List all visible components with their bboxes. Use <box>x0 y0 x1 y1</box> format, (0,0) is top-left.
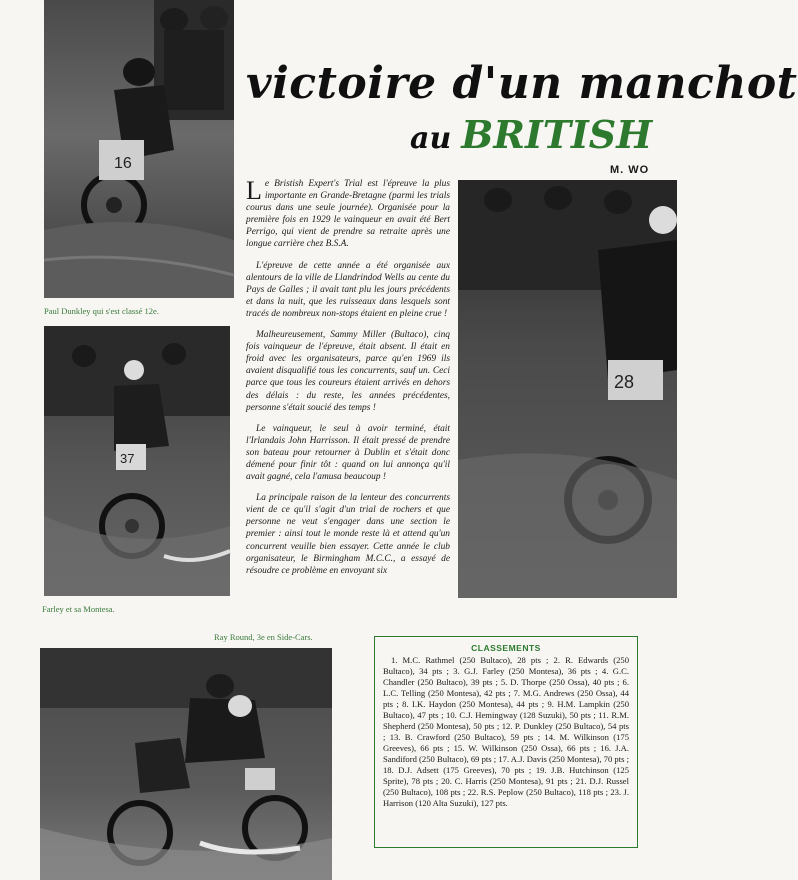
byline: M. WO <box>610 164 650 176</box>
classements-text: 1. M.C. Rathmel (250 Bultaco), 28 pts ; 2. R. Edwards (250 Bultaco), 34 pts ; 3. G.J. Farley (250 Montesa), 36 pts ; 4. G.C. Chandler (250 Bultaco), 39 pts ; 5. D. Thorpe (250 Ossa), 40 pts ; 6. L.C. Telling (250 Montesa), 42 pts ; 7. M.G. Andrews (250 Ossa), 44 pts ; 8. I.K. Haydon (250 Montesa), 44 pts ; 9. H.M. Lampkin (250 Bultaco), 47 pts ; 10. C.J. Hemingway (128 Suzuki), 50 pts ; 11. R.M. Shepherd (250 Montesa), 50 pts ; 12. P. Dunkley (250 Bultaco), 54 pts ; 13. B. Crawford (250 Bultaco), 59 pts ; 14. M. Wilkinson (175 Greeves), 66 pts ; 15. W. Wilkinson (250 Ossa), 66 pts ; 16. J.A. Sandiford (250 Bultaco), 69 pts ; 17. A.J. Davis (250 Montesa), 70 pts ; 18. D.J. Adsett (175 Greeves), 70 pts ; 19. J.B. Hutchinson (125 Sprite), 78 pts ; 20. C. Harris (250 Montesa), 91 pts ; 21. D.J. Russel (250 Bultaco), 108 pts ; 22. R.S. Peplow (250 Bultaco), 118 pts ; 23. J. Harrison (120 Alta Suzuki), 127 pts. <box>383 655 629 808</box>
caption-round: Ray Round, 3e en Side-Cars. <box>214 632 313 642</box>
photo-round <box>40 648 332 880</box>
headline-au: au <box>410 121 452 156</box>
photo-winner <box>458 180 677 598</box>
article-body <box>246 178 450 586</box>
svg-text:16: 16 <box>114 155 132 172</box>
article-paragraph: Malheureusement, Sammy Miller (Bultaco), cinq fois vainqueur de l'épreuve, était absent. Il était en froid avec les organisateurs, parce qu'en 1969 ils avaient disqualifié tous les concurrents, sauf un. Ceci parce que tous les coureurs étaient arrivés en dehors des délais : du reste, les années précédentes, personne s'était soucié des temps ! <box>246 330 450 413</box>
article-paragraph: Le Bristish Expert's Trial est l'épreuve la plus importante en Grande-Bretagne (parmi les trials courus dans une seule journée). Organisée pour la première fois en 1929 le vainqueur en avait été Bert Perrigo, qui vient de prendre sa retraite après une longue carrière chez B.S.A. <box>246 176 450 250</box>
svg-text:28: 28 <box>614 372 635 392</box>
drop-cap: L <box>246 176 262 205</box>
article-paragraph: L'épreuve de cette année a été organisée aux alentours de la ville de Llandrindod Wells au cente du Pays de Galles ; il avait tant plu les jours précédents et dans la nuit, que les ruisseaux dans lesquels sont tracés de nombreux non-stops étaient en pleine crue ! <box>246 260 450 319</box>
caption-farley: Farley et sa Montesa. <box>42 604 115 614</box>
photo-farley <box>44 326 230 596</box>
caption-dunkley: Paul Dunkley qui s'est classé 12e. <box>44 306 159 316</box>
svg-text:37: 37 <box>120 451 135 466</box>
article-paragraph: Le vainqueur, le seul à avoir terminé, était l'Irlandais John Harrisson. Il était pressé de prendre son bateau pour retourner à Dublin et s'était donc démené pour finir tôt : quand on lui annonça qu'il avait gagné, cela l'amusa beaucoup ! <box>246 423 450 483</box>
headline-line-2 <box>410 112 652 157</box>
classements-title: CLASSEMENTS <box>471 643 541 653</box>
classements-box <box>374 636 638 848</box>
article-paragraph: La principale raison de la lenteur des concurrents vient de ce qu'il s'agit d'un trial de rochers et que personne ne veut s'engager dans une section le premier : ainsi tout le monde reste là et attend qu'un concurrent veuille bien essayer. Cette année le club organisateur, le Birmingham M.C.C., a essayé de résoudre ce problème en envoyant six <box>246 493 450 576</box>
headline-british: BRITISH <box>461 112 653 157</box>
headline-line-1: victoire d'un manchot <box>246 58 798 109</box>
photo-dunkley <box>44 0 234 298</box>
